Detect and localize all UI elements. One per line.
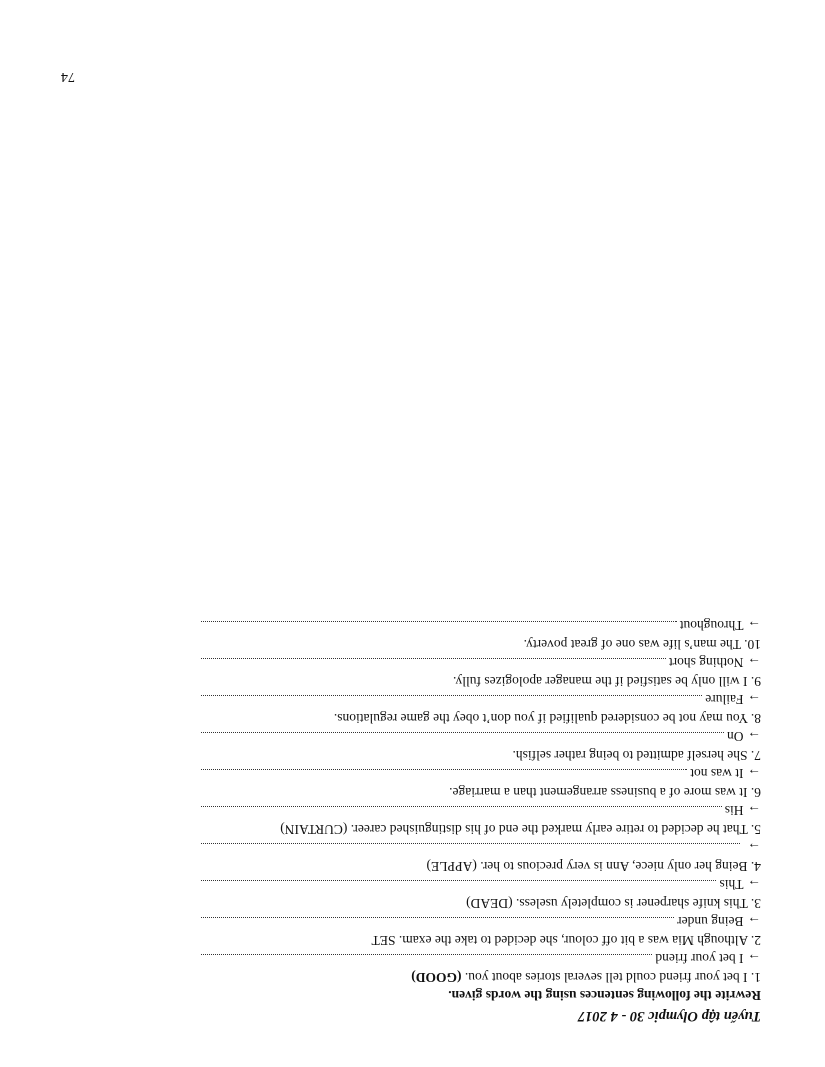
page-number: 74 xyxy=(61,69,75,84)
dotted-answer-blank[interactable] xyxy=(201,622,677,634)
arrow-icon: → xyxy=(747,877,761,893)
dotted-answer-blank[interactable] xyxy=(201,659,666,671)
answer-prompt: Failure xyxy=(705,692,744,708)
question-number: 6. xyxy=(747,785,761,800)
answer-line[interactable] xyxy=(201,727,761,746)
answer-prompt: On xyxy=(727,729,744,745)
question-number: 10. xyxy=(740,637,761,652)
arrow-icon: → xyxy=(747,840,761,856)
question-number: 7. xyxy=(747,748,761,763)
arrow-icon: → xyxy=(747,655,761,671)
question-text: She herself admitted to being rather selfish. xyxy=(512,748,748,763)
answer-prompt: His xyxy=(724,803,744,819)
dotted-answer-blank[interactable] xyxy=(201,770,687,782)
exercise-question xyxy=(201,709,761,728)
exercise-question xyxy=(201,857,761,876)
answer-line[interactable] xyxy=(201,875,761,894)
dotted-answer-blank[interactable] xyxy=(201,696,702,708)
answer-prompt: This xyxy=(719,877,744,893)
answer-prompt: Nothing short xyxy=(668,655,744,671)
question-text: I bet your friend could tell several stories about you. xyxy=(461,970,748,985)
dotted-answer-blank[interactable] xyxy=(201,807,722,819)
question-text: Although Mia was a bit off colour, she decided to take the exam. SET xyxy=(371,933,749,948)
question-text: I will only be satisfied if the manager apologizes fully. xyxy=(452,674,748,689)
question-text: It was more of a business arrangement than a marriage. xyxy=(449,785,748,800)
exercise-question xyxy=(201,820,761,839)
answer-prompt: Being under xyxy=(677,914,744,930)
arrow-icon: → xyxy=(747,951,761,967)
exercise-question xyxy=(201,931,761,950)
question-text: You may not be considered qualified if you don’t obey the game regulations. xyxy=(333,711,748,726)
exercise-question xyxy=(201,635,761,654)
answer-line[interactable] xyxy=(201,912,761,931)
answer-line[interactable] xyxy=(201,653,761,672)
answer-prompt: I bet your friend xyxy=(655,951,744,967)
question-text: That he decided to retire early marked the end of his distinguished career. (CURTAIN) xyxy=(280,822,748,837)
exercise-question xyxy=(201,672,761,691)
document-heading: Tuyển tập Olympic 30 - 4 2017 xyxy=(577,1008,761,1024)
dotted-answer-blank[interactable] xyxy=(201,733,724,745)
document-body xyxy=(201,616,761,1025)
arrow-icon: → xyxy=(747,803,761,819)
question-text: Being her only niece, Ann is very precious to her. (APPLE) xyxy=(426,859,748,874)
question-text: This knife sharpener is completely useless. (DEAD) xyxy=(466,896,748,911)
answer-line[interactable] xyxy=(201,801,761,820)
dotted-answer-blank[interactable] xyxy=(201,918,674,930)
question-number: 5. xyxy=(747,822,761,837)
arrow-icon: → xyxy=(747,914,761,930)
question-number: 3. xyxy=(747,896,761,911)
question-number: 8. xyxy=(748,711,761,726)
exercise-question xyxy=(201,968,761,987)
arrow-icon: → xyxy=(747,618,761,634)
dotted-answer-blank[interactable] xyxy=(201,881,716,893)
arrow-icon: → xyxy=(747,766,761,782)
exercise-question xyxy=(201,746,761,765)
question-number: 9. xyxy=(747,674,761,689)
question-text: The man’s life was one of great poverty. xyxy=(523,637,741,652)
answer-line[interactable] xyxy=(201,838,761,857)
exercise-question xyxy=(201,894,761,913)
arrow-icon: → xyxy=(747,729,761,745)
dotted-answer-blank[interactable] xyxy=(201,955,652,967)
arrow-icon: → xyxy=(747,692,761,708)
answer-line[interactable] xyxy=(201,949,761,968)
exercise-instruction: Rewrite the following sentences using the words given. xyxy=(448,988,761,1004)
dotted-answer-blank[interactable] xyxy=(201,844,741,856)
answer-line[interactable] xyxy=(201,764,761,783)
answer-line[interactable] xyxy=(201,616,761,635)
answer-line[interactable] xyxy=(201,690,761,709)
exercise-list xyxy=(201,616,761,986)
exercise-question xyxy=(201,783,761,802)
question-number: 2. xyxy=(748,933,761,948)
answer-prompt: Throughout xyxy=(679,618,744,634)
answer-prompt: It was not xyxy=(690,766,744,782)
question-keyword: (GOOD) xyxy=(411,970,462,985)
question-number: 1. xyxy=(747,970,761,985)
question-number: 4. xyxy=(747,859,761,874)
